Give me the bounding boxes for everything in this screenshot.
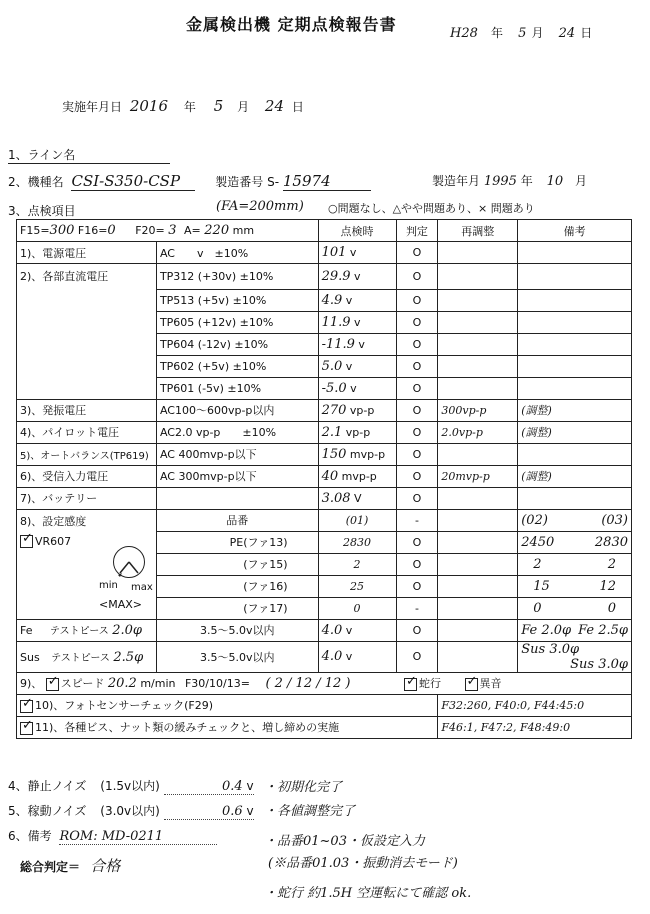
a-unit: mm — [232, 224, 255, 237]
speed-unit: m/min — [140, 677, 176, 690]
check-mark-icon: ✓ — [47, 673, 59, 689]
row-check — [318, 311, 396, 333]
row-remarks — [518, 597, 632, 619]
remarks-col-2: 12 — [599, 578, 616, 594]
check-value: -11.9 — [321, 336, 355, 352]
model-label: 2、機種名 — [8, 175, 64, 189]
check-value: -5.0 — [321, 380, 347, 396]
row-remarks — [518, 509, 632, 531]
f15-value: 300 — [49, 223, 75, 238]
remarks-col-1: 2 — [533, 556, 542, 572]
overall-value: 合格 — [90, 857, 121, 875]
check-unit: v — [345, 623, 353, 637]
photo-note: F32:260, F40:0, F44:45:0 — [438, 694, 632, 716]
row-remarks — [518, 553, 632, 575]
photo-cell — [17, 694, 438, 716]
mfg-year-mark: 年 — [520, 174, 533, 188]
table-row — [17, 377, 632, 399]
row-check — [318, 443, 396, 465]
report-date-year-mark: 年 — [490, 26, 503, 40]
table-row — [17, 311, 632, 333]
row-label: 8)、設定感度 — [20, 514, 87, 528]
row-remarks — [518, 531, 632, 553]
table-row — [17, 355, 632, 377]
row-check — [318, 264, 396, 290]
row-item — [156, 487, 318, 509]
static-noise-value: 0.4 — [222, 779, 243, 794]
row-judge: O — [396, 421, 438, 443]
memo-value-field — [59, 829, 217, 845]
row-check — [318, 333, 396, 355]
row-item: AC v ±10% — [156, 242, 318, 264]
check-value: 40 — [321, 468, 339, 484]
mfg-month-mark: 月 — [574, 174, 587, 188]
overall-row — [20, 855, 120, 876]
check-mark-icon: ✓ — [22, 695, 33, 711]
f30-label: F30/10/13= — [184, 677, 250, 690]
check-unit: v — [354, 315, 361, 329]
moving-noise-limit: (3.0v以内) — [100, 804, 160, 818]
static-noise-value-field — [164, 779, 254, 795]
table-row — [17, 443, 632, 465]
col-judge-header: 判定 — [396, 220, 438, 242]
moving-noise-row — [8, 802, 254, 820]
check-unit: mvp-p — [349, 447, 386, 461]
exec-date — [62, 97, 304, 115]
row-label-spacer — [17, 311, 157, 333]
row-label: 1)、電源電圧 — [17, 242, 157, 264]
f15-label: F15= — [20, 224, 50, 237]
remarks-col-1: 0 — [533, 600, 542, 616]
table-header-row — [17, 220, 632, 242]
row-check — [318, 465, 396, 487]
row-readjust — [438, 377, 518, 399]
col-remarks-header: 備考 — [518, 220, 632, 242]
a-value: 220 — [204, 223, 230, 238]
row-item: AC 400mvp-p以下 — [156, 443, 318, 465]
row-readjust — [438, 531, 518, 553]
exec-date-month: 5 — [213, 97, 224, 115]
memo-label: 6、備考 — [8, 829, 52, 843]
row-remarks — [518, 575, 632, 597]
remarks-col-2: 0 — [607, 600, 616, 616]
check-unit: v — [349, 246, 357, 259]
speed-prefix: 9)、 — [20, 677, 43, 690]
fe-size: 2.0 — [112, 623, 133, 638]
check-unit: v — [345, 650, 353, 663]
row-check — [318, 421, 396, 443]
table-row — [17, 619, 632, 641]
row-remarks: (調整) — [518, 465, 632, 487]
row-check — [318, 619, 396, 641]
row-label-spacer — [17, 333, 157, 355]
row-judge: O — [396, 619, 438, 641]
vr-min-label: min — [99, 579, 118, 591]
sus-size: 2.5 — [113, 649, 135, 665]
row-remarks — [518, 289, 632, 311]
row-judge: O — [396, 377, 438, 399]
row-label: 7)、バッテリー — [17, 487, 157, 509]
vr-knob-pointer-icon — [114, 547, 144, 577]
f16-value: 0 — [107, 223, 116, 238]
row-item: 3.5～5.0v以内 — [156, 641, 318, 672]
row-item: TP602 (+5v) ±10% — [156, 355, 318, 377]
table-row — [17, 421, 632, 443]
check-unit: V — [354, 491, 362, 505]
check-unit: v — [345, 293, 353, 307]
moving-noise-value-field — [164, 804, 254, 820]
static-noise-row — [8, 777, 254, 795]
fe-tp-label: テストピース — [50, 626, 109, 637]
screw-note: F46:1, F47:2, F48:49:0 — [438, 716, 632, 738]
table-row — [17, 509, 632, 531]
check-value: 2.1 — [321, 424, 343, 440]
photo-label: 10)、フォトセンサーチェック(F29) — [35, 699, 213, 712]
f20-label: F20= — [135, 224, 165, 237]
row-remarks — [518, 619, 632, 641]
note-line: ・蛇行 約1.5H 空運転にて確認 ok. — [264, 886, 472, 901]
snake-checkbox — [404, 673, 417, 691]
overall-label: 総合判定＝ — [20, 860, 81, 874]
check-mark-icon: ✓ — [466, 673, 478, 689]
row-judge: O — [396, 553, 438, 575]
check-value: 29.9 — [321, 268, 351, 284]
fe-phi: φ — [132, 623, 142, 638]
serial-label: 製造番号 S- — [215, 175, 280, 189]
check-value: 4.0 — [321, 622, 343, 638]
mfg-year: 1995 — [483, 174, 517, 189]
row-check — [318, 242, 396, 264]
row-item: (ファ15) — [156, 553, 318, 575]
remarks-col-2: (03) — [601, 512, 628, 528]
remarks-col-1: 15 — [533, 578, 550, 594]
check-mark-icon: ✓ — [22, 717, 33, 733]
row-label: 3)、発振電圧 — [17, 399, 157, 421]
static-noise-limit: (1.5v以内) — [100, 779, 160, 793]
model-value: CSI-S350-CSP — [71, 172, 195, 191]
row-judge: O — [396, 242, 438, 264]
row-judge: - — [396, 597, 438, 619]
sus-phi: φ — [134, 649, 144, 665]
row-item: TP605 (+12v) ±10% — [156, 311, 318, 333]
speed-value: 20.2 — [107, 676, 137, 691]
mfg-month: 10 — [546, 174, 564, 189]
row-readjust — [438, 553, 518, 575]
remarks-col-2: Fe 2.5φ — [578, 622, 628, 638]
row-readjust — [438, 487, 518, 509]
row-item: PE(ファ13) — [156, 531, 318, 553]
static-noise-unit: v — [246, 779, 254, 793]
row-check: 2830 — [318, 531, 396, 553]
remarks-col-2: Sus 3.0φ — [570, 656, 628, 672]
row-readjust — [438, 509, 518, 531]
row-judge: - — [396, 509, 438, 531]
row-check: 25 — [318, 575, 396, 597]
f16-label: F16= — [77, 224, 108, 237]
exec-date-year: 2016 — [129, 97, 169, 115]
speed-label: スピード — [60, 677, 105, 690]
check-value: 4.9 — [321, 292, 343, 308]
note-line: ・初期化完了 — [264, 780, 343, 795]
check-unit: vp-p — [345, 425, 371, 439]
check-value: 4.0 — [321, 649, 343, 664]
row-item: (ファ16) — [156, 575, 318, 597]
row-remarks — [518, 242, 632, 264]
note-line: (※品番01.03・振動消去モード) — [268, 856, 458, 871]
remarks-col-1: 2450 — [521, 534, 555, 550]
report-date-month-mark: 月 — [531, 26, 544, 40]
row-label: 5)、オートバランス(TP619) — [17, 443, 157, 465]
row-item: 品番 — [156, 509, 318, 531]
vr-knob-icon — [113, 546, 145, 578]
row-check — [318, 487, 396, 509]
a-label: A= — [184, 224, 201, 237]
row-check: (01) — [318, 509, 396, 531]
row-judge: O — [396, 531, 438, 553]
mfg-date — [432, 172, 587, 189]
row-label-spacer — [17, 289, 157, 311]
row-item: AC 300mvp-p以下 — [156, 465, 318, 487]
f20-value: 3 — [168, 223, 177, 238]
check-mark-icon: ✓ — [22, 531, 33, 546]
row-judge: O — [396, 333, 438, 355]
row-check — [318, 289, 396, 311]
row-check — [318, 355, 396, 377]
report-date-month: 5 — [518, 26, 527, 41]
speed-cell — [17, 672, 632, 694]
photo-checkbox — [20, 695, 33, 713]
vr-checkbox — [20, 531, 33, 548]
row-remarks: (調整) — [518, 399, 632, 421]
screw-label: 11)、各種ビス、ナット類の緩みチェックと、増し締めの実施 — [35, 721, 340, 734]
check-value: 5.0 — [321, 358, 343, 374]
row-item: AC100～600vp-p以内 — [156, 399, 318, 421]
max-note: <MAX> — [99, 597, 142, 611]
fe-test-piece — [17, 619, 157, 641]
check-value: 101 — [321, 245, 347, 260]
moving-noise-unit: v — [246, 804, 254, 818]
report-date — [450, 22, 600, 40]
row-judge: O — [396, 355, 438, 377]
mfg-date-label: 製造年月 — [432, 174, 481, 188]
row-remarks — [518, 311, 632, 333]
row-judge: O — [396, 264, 438, 290]
row-readjust: 20mvp-p — [438, 465, 518, 487]
col-readjust-header: 再調整 — [438, 220, 518, 242]
report-date-day: 24 — [558, 26, 576, 41]
line-name-label: 1、ライン名 — [8, 148, 76, 162]
row-readjust — [438, 355, 518, 377]
serial-value: 15974 — [283, 172, 371, 191]
check-value: 270 — [321, 402, 347, 418]
memo-row — [8, 827, 217, 845]
static-noise-label: 4、静止ノイズ — [8, 779, 87, 793]
moving-noise-value: 0.6 — [222, 804, 243, 819]
row-judge: O — [396, 311, 438, 333]
row-readjust — [438, 242, 518, 264]
check-unit: mvp-p — [341, 469, 377, 483]
row-label: 4)、パイロット電圧 — [17, 421, 157, 443]
row-label: 6)、受信入力電圧 — [17, 465, 157, 487]
sus-test-piece — [17, 641, 157, 672]
row-remarks — [518, 264, 632, 290]
row-check — [318, 377, 396, 399]
row-readjust — [438, 333, 518, 355]
col-check-header: 点検時 — [318, 220, 396, 242]
row-judge: O — [396, 289, 438, 311]
exec-date-label: 実施年月日 — [62, 100, 123, 114]
fe-label: Fe — [20, 624, 33, 637]
page-title: 金属検出機 定期点検報告書 — [186, 15, 397, 34]
sensitivity-label-cell — [17, 509, 157, 619]
row-readjust: 2.0vp-p — [438, 421, 518, 443]
row-judge: O — [396, 443, 438, 465]
screw-checkbox — [20, 717, 33, 735]
row-readjust — [438, 619, 518, 641]
row-item: TP312 (+30v) ±10% — [156, 264, 318, 290]
sus-label: Sus — [20, 650, 40, 664]
row-judge: O — [396, 641, 438, 672]
remarks-col-1: (02) — [521, 512, 548, 528]
row-check — [318, 399, 396, 421]
row-label-spacer — [17, 355, 157, 377]
photo-row — [17, 694, 632, 716]
screw-cell — [17, 716, 438, 738]
table-row — [17, 465, 632, 487]
row-readjust — [438, 575, 518, 597]
row-item: TP601 (-5v) ±10% — [156, 377, 318, 399]
row-check: 2 — [318, 553, 396, 575]
row-item: 3.5～5.0v以内 — [156, 619, 318, 641]
remarks-col-1: Fe 2.0φ — [521, 622, 572, 638]
table-row — [17, 264, 632, 290]
f-params-cell — [17, 220, 319, 242]
exec-date-year-mark: 年 — [183, 100, 196, 114]
note-line: ・各値調整完了 — [264, 804, 356, 819]
row-remarks — [518, 487, 632, 509]
vr-max-label: max — [131, 581, 153, 593]
row-remarks — [518, 333, 632, 355]
row-readjust: 300vp-p — [438, 399, 518, 421]
row-label-spacer — [17, 377, 157, 399]
row-label: 2)、各部直流電圧 — [17, 264, 157, 290]
row-remarks — [518, 377, 632, 399]
row-readjust — [438, 443, 518, 465]
row-remarks: (調整) — [518, 421, 632, 443]
row-remarks — [518, 443, 632, 465]
row-judge: O — [396, 575, 438, 597]
noise-checkbox — [465, 673, 478, 691]
row-item: (ファ17) — [156, 597, 318, 619]
exec-date-day-mark: 日 — [291, 100, 304, 114]
row-item: TP513 (+5v) ±10% — [156, 289, 318, 311]
exec-date-day: 24 — [264, 97, 285, 115]
row-judge: O — [396, 465, 438, 487]
check-mark-icon: ✓ — [406, 673, 417, 689]
memo-value: ROM: MD-0211 — [59, 829, 164, 844]
check-unit: v — [358, 337, 365, 351]
snake-label: 蛇行 — [419, 677, 441, 690]
check-unit: vp-p — [349, 403, 375, 417]
inspection-table — [16, 219, 632, 739]
row-item: TP604 (-12v) ±10% — [156, 333, 318, 355]
row-remarks — [518, 355, 632, 377]
sus-tp-label: テストピース — [51, 652, 110, 664]
report-date-day-mark: 日 — [580, 26, 593, 40]
row-readjust — [438, 597, 518, 619]
report-date-era: H28 — [450, 26, 478, 41]
model-row — [8, 172, 371, 191]
table-row — [17, 289, 632, 311]
row-judge: O — [396, 399, 438, 421]
row-readjust — [438, 311, 518, 333]
table-row — [17, 399, 632, 421]
row-remarks — [518, 641, 632, 672]
note-line: ・品番01~03・仮設定入力 — [264, 834, 425, 849]
check-value: 3.08 — [321, 490, 351, 506]
check-value: 11.9 — [321, 314, 351, 330]
f30-values: ( 2 / 12 / 12 ) — [265, 676, 351, 691]
check-unit: v — [350, 381, 357, 395]
row-readjust — [438, 289, 518, 311]
row-check — [318, 641, 396, 672]
check-unit: v — [345, 359, 353, 373]
screw-row — [17, 716, 632, 738]
exec-date-month-mark: 月 — [237, 100, 250, 114]
remarks-col-2: 2830 — [594, 534, 628, 550]
check-unit: v — [354, 269, 361, 283]
inspection-label: 3、点検項目 — [8, 204, 76, 218]
row-readjust — [438, 641, 518, 672]
noise-label: 異音 — [479, 677, 502, 690]
line-name-field — [8, 146, 170, 164]
row-readjust — [438, 264, 518, 290]
table-row — [17, 242, 632, 264]
remarks-col-2: 2 — [607, 556, 616, 572]
remarks-col-1: Sus 3.0φ — [521, 641, 580, 657]
row-judge: O — [396, 487, 438, 509]
table-row — [17, 487, 632, 509]
row-item: AC2.0 vp-p ±10% — [156, 421, 318, 443]
table-row — [17, 333, 632, 355]
row-check: 0 — [318, 597, 396, 619]
judgement-legend: ○問題なし、△やや問題あり、× 問題あり — [328, 202, 535, 215]
table-row — [17, 641, 632, 672]
check-value: 150 — [321, 446, 347, 462]
fa-note: (FA=200mm) — [216, 199, 304, 214]
speed-checkbox — [46, 673, 59, 691]
moving-noise-label: 5、稼動ノイズ — [8, 804, 87, 818]
speed-row — [17, 672, 632, 694]
vr-label: VR607 — [35, 534, 72, 548]
